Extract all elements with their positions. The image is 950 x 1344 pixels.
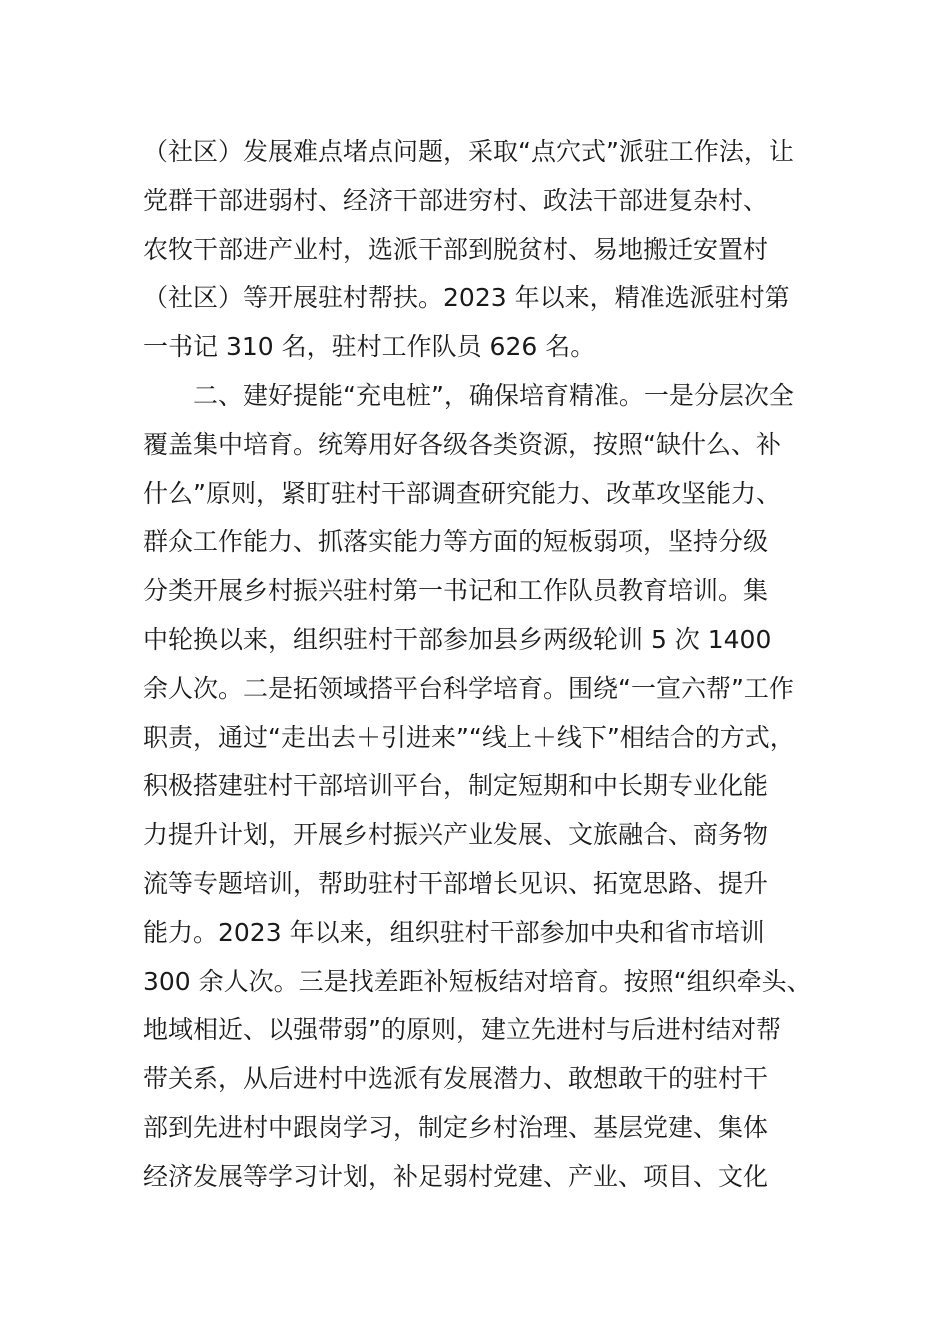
text-line: 地域相近、以强带弱”的原则，建立先进村与后进村结对帮 — [143, 1015, 781, 1045]
text-line: （社区）等开展驻村帮扶。2023 年以来，精准选派驻村第 — [143, 283, 790, 313]
text-line: 一书记 310 名，驻村工作队员 626 名。 — [143, 332, 596, 362]
text-line: 部到先进村中跟岗学习，制定乡村治理、基层党建、集体 — [143, 1112, 769, 1142]
text-line: 二、建好提能“充电桩”，确保培育精准。一是分层次全 — [143, 380, 794, 410]
text-line: 带关系，从后进村中选派有发展潜力、敢想敢干的驻村干 — [143, 1064, 769, 1094]
text-line: 能力。2023 年以来，组织驻村干部参加中央和省市培训 — [143, 917, 765, 947]
text-line: 覆盖集中培育。统筹用好各级各类资源，按照“缺什么、补 — [143, 429, 781, 459]
text-line: 农牧干部进产业村，选派干部到脱贫村、易地搬迁安置村 — [143, 234, 769, 264]
text-line: 流等专题培训，帮助驻村干部增长见识、拓宽思路、提升 — [143, 868, 769, 898]
text-line: 职责，通过“走出去＋引进来”“线上＋线下”相结合的方式， — [143, 722, 795, 752]
text-line: 300 余人次。三是找差距补短板结对培育。按照“组织牵头、 — [143, 966, 812, 996]
text-line: 党群干部进弱村、经济干部进穷村、政法干部进复杂村、 — [143, 185, 769, 215]
text-line: 分类开展乡村振兴驻村第一书记和工作队员教育培训。集 — [143, 576, 769, 606]
body-text — [143, 128, 833, 1202]
text-line: 余人次。二是拓领域搭平台科学培育。围绕“一宣六帮”工作 — [143, 673, 794, 703]
text-line: （社区）发展难点堵点问题，采取“点穴式”派驻工作法，让 — [143, 137, 794, 166]
text-line: 力提升计划，开展乡村振兴产业发展、文旅融合、商务物 — [143, 820, 769, 850]
text-line: 积极搭建驻村干部培训平台，制定短期和中长期专业化能 — [143, 771, 769, 801]
text-line: 经济发展等学习计划，补足弱村党建、产业、项目、文化 — [143, 1161, 769, 1191]
text-line: 什么”原则，紧盯驻村干部调查研究能力、改革攻坚能力、 — [143, 478, 781, 508]
text-line: 中轮换以来，组织驻村干部参加县乡两级轮训 5 次 1400 — [143, 624, 772, 654]
text-line: 群众工作能力、抓落实能力等方面的短板弱项，坚持分级 — [143, 527, 769, 557]
